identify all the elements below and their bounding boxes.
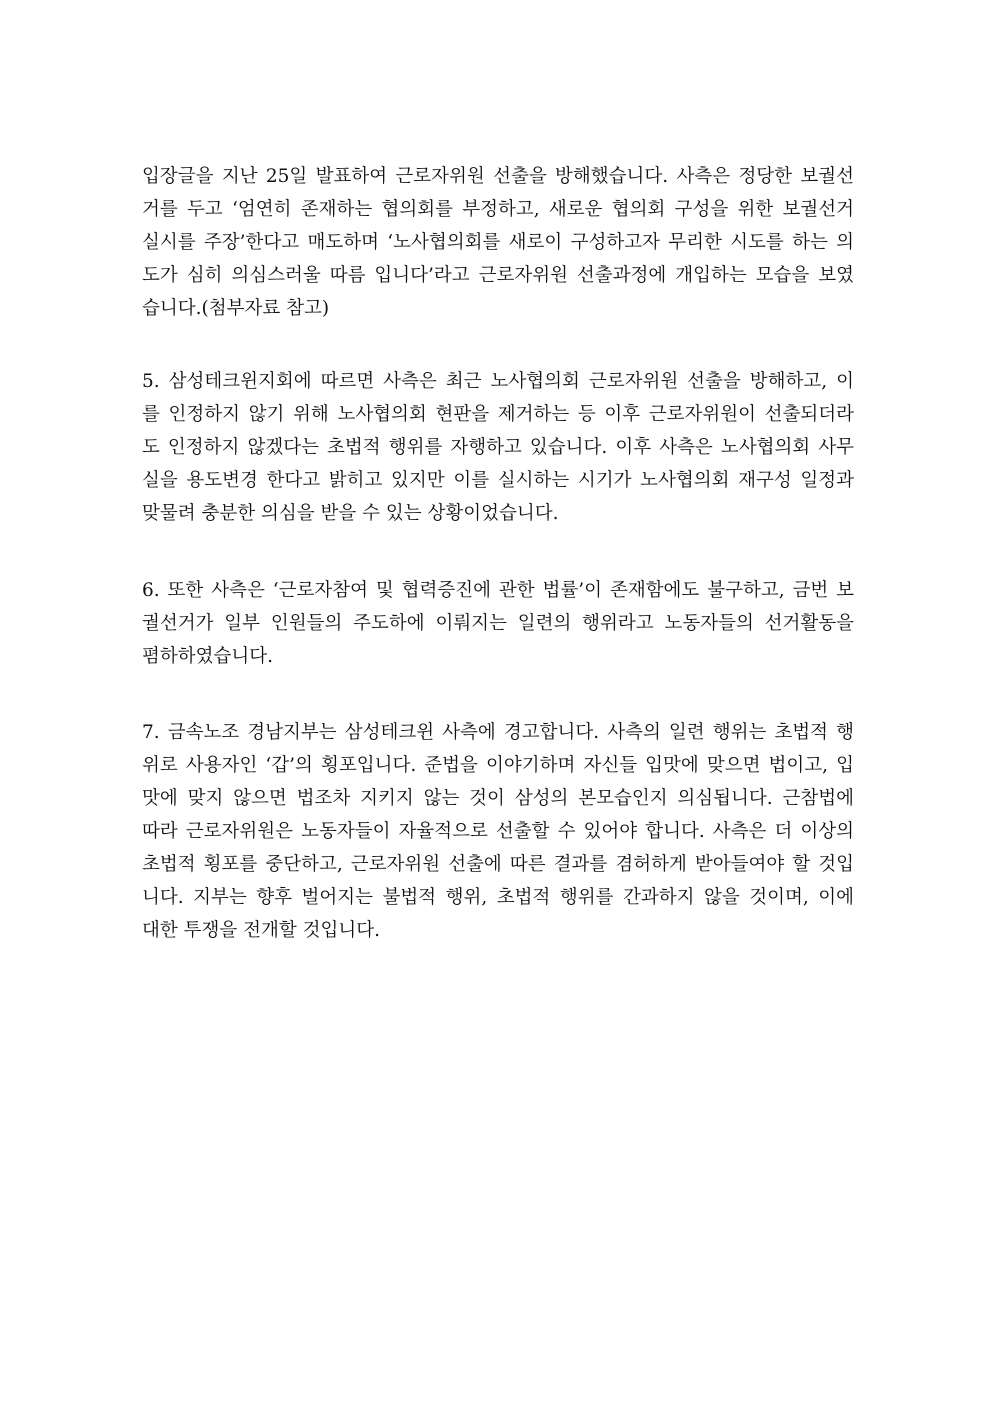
text-line: 거를 두고 ‘엄연히 존재하는 협의회를 부정하고, 새로운 협의회 구성을 위한 보궐선거 (142, 199, 854, 220)
text-line: 입장글을 지난 25일 발표하여 근로자위원 선출을 방해했습니다. 사측은 정당한 보궐선 (142, 166, 854, 187)
text-line: 폄하하였습니다. (142, 646, 273, 667)
text-line: 실을 용도변경 한다고 밝히고 있지만 이를 실시하는 시기가 노사협의회 재구성 일정과 (142, 470, 854, 491)
text-line: 궐선거가 일부 인원들의 주도하에 이뤄지는 일련의 행위라고 노동자들의 선거활동을 (142, 613, 854, 634)
text-line: 따라 근로자위원은 노동자들이 자율적으로 선출할 수 있어야 합니다. 사측은 더 이상의 (142, 821, 854, 842)
paragraph-item-6 (142, 574, 854, 673)
paragraph-item-7 (142, 716, 854, 947)
text-line: 를 인정하지 않기 위해 노사협의회 현판을 제거하는 등 이후 근로자위원이 선출되더라 (142, 404, 854, 425)
text-line: 맛에 맞지 않으면 법조차 지키지 않는 것이 삼성의 본모습인지 의심됩니다. 근참법에 (142, 788, 854, 809)
text-line: 실시를 주장’한다고 매도하며 ‘노사협의회를 새로이 구성하고자 무리한 시도를 하는 의 (142, 232, 854, 253)
text-line: 위로 사용자인 ‘갑’의 횡포입니다. 준법을 이야기하며 자신들 입맛에 맞으면 법이고, 입 (142, 755, 854, 776)
paragraph-statement-intro (142, 160, 854, 325)
text-line: 습니다.(첨부자료 참고) (142, 298, 330, 319)
text-line: 대한 투쟁을 전개할 것입니다. (142, 920, 380, 941)
paragraph-item-5 (142, 365, 854, 530)
text-line: 도 인정하지 않겠다는 초법적 행위를 자행하고 있습니다. 이후 사측은 노사협의회 사무 (142, 437, 854, 458)
text-line: 도가 심히 의심스러울 따름 입니다’라고 근로자위원 선출과정에 개입하는 모습을 보였 (142, 265, 854, 286)
text-line: 초법적 횡포를 중단하고, 근로자위원 선출에 따른 결과를 겸허하게 받아들여야 할 것입 (142, 854, 854, 875)
text-line: 6. 또한 사측은 ‘근로자참여 및 협력증진에 관한 법률’이 존재함에도 불구하고, 금번 보 (142, 580, 854, 601)
text-line: 7. 금속노조 경남지부는 삼성테크윈 사측에 경고합니다. 사측의 일련 행위는 초법적 행 (142, 722, 854, 743)
text-line: 5. 삼성테크윈지회에 따르면 사측은 최근 노사협의회 근로자위원 선출을 방해하고, 이 (142, 371, 854, 392)
text-line: 맞물려 충분한 의심을 받을 수 있는 상황이었습니다. (142, 503, 559, 524)
text-line: 니다. 지부는 향후 벌어지는 불법적 행위, 초법적 행위를 간과하지 않을 것이며, 이에 (142, 887, 854, 908)
